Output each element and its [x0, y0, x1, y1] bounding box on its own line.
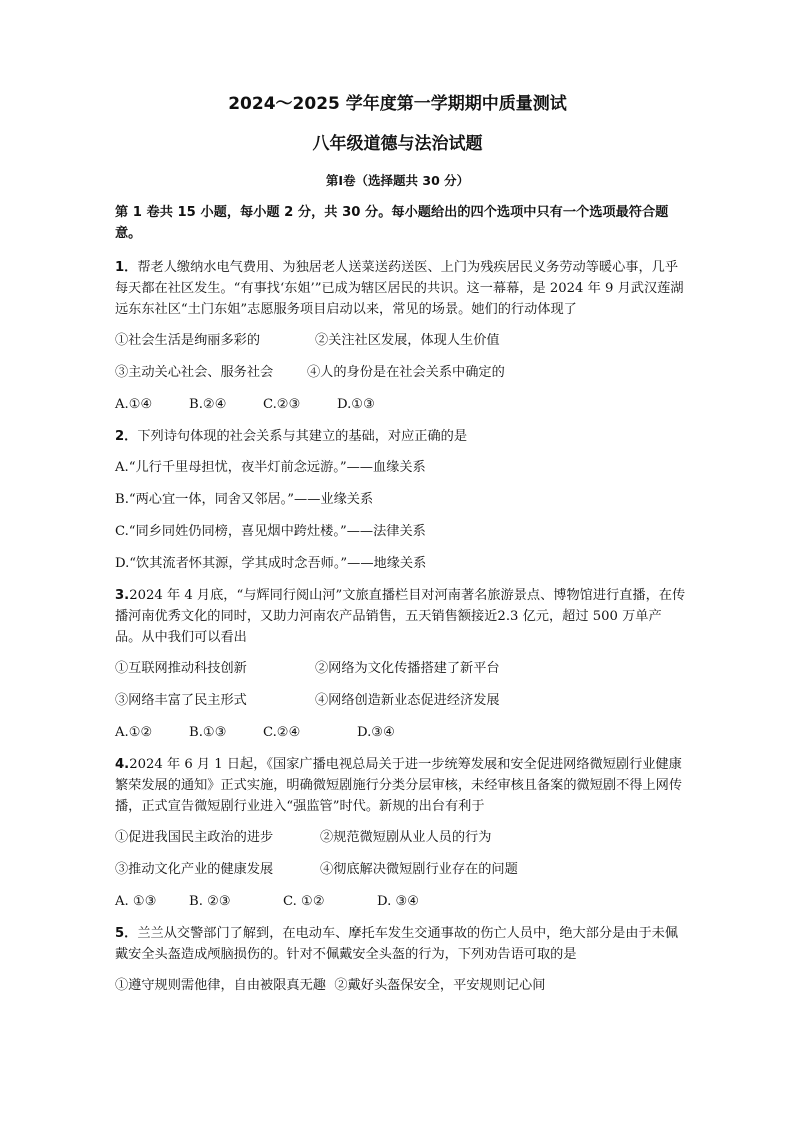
- option-item: ①互联网推动科技创新: [115, 661, 247, 676]
- question-number: 5．: [115, 926, 138, 941]
- option-row: [115, 859, 687, 881]
- question-text: 2024 年 4 月底，“与辉同行阅山河”文旅直播栏目对河南著名旅游景点、博物馆进行直播，在传播河南优秀文化的同时，又助力河南农产品销售，五天销售额接近2.3 亿元，超过 500 万单产品。从中我们可以看出: [115, 588, 686, 645]
- instructions: 第 1 卷共 15 小题，每小题 2 分，共 30 分。每小题给出的四个选项中只有一个选项最符合题意。: [115, 205, 669, 241]
- option-item: ②规范微短剧从业人员的行为: [320, 830, 492, 845]
- question-number: 2．: [115, 429, 138, 444]
- choice-a: A.“儿行千里母担忧，夜半灯前念远游。”——血缘关系: [115, 460, 426, 475]
- option-item: ③网络丰富了民主形式: [115, 693, 247, 708]
- question-stem: [115, 754, 687, 817]
- question-2: [115, 426, 687, 575]
- question-4: [115, 754, 687, 913]
- option-row: [115, 975, 687, 997]
- section-heading: 第Ⅰ卷（选择题共 30 分）: [325, 173, 470, 188]
- question-3: [115, 585, 687, 744]
- answer-choice: D. ③④: [377, 894, 420, 909]
- question-number: 4.: [115, 757, 130, 772]
- option-row: [115, 827, 687, 849]
- answer-row: [115, 891, 687, 913]
- answer-choice: A.①④: [115, 397, 153, 412]
- answer-row: [115, 722, 687, 744]
- option-item: ①社会生活是绚丽多彩的: [115, 333, 261, 348]
- option-row: [115, 362, 687, 384]
- question-5: [115, 923, 687, 997]
- choice-d: D.“饮其流者怀其源，学其成时念吾师。”——地缘关系: [115, 556, 427, 571]
- answer-choice: B. ②③: [189, 894, 231, 909]
- answer-choice: B.②④: [189, 397, 227, 412]
- answer-choice: D.③④: [357, 725, 395, 740]
- question-stem: [115, 585, 687, 648]
- question-stem: [115, 257, 687, 320]
- answer-choice: A. ①③: [115, 894, 157, 909]
- question-text: 2024 年 6 月 1 日起，《国家广播电视总局关于进一步统筹发展和安全促进网络微短剧行业健康繁荣发展的通知》正式实施，明确微短剧施行分类分层审核，未经审核且备案的微短剧不得上网传播，正式宣告微短剧行业进入“强监管”时代。新规的出台有利于: [115, 757, 683, 814]
- exam-content: [115, 202, 687, 1007]
- answer-row: [115, 394, 687, 416]
- option-item: ④人的身份是在社会关系中确定的: [307, 365, 505, 380]
- option-item: ②戴好头盔保安全，平安规则记心间: [334, 978, 546, 993]
- question-stem: [115, 923, 687, 965]
- exam-subtitle: 八年级道德与法治试题: [312, 134, 483, 154]
- choice-b: B.“两心宜一体，同舍又邻居。”——业缘关系: [115, 492, 374, 507]
- exam-title: 2024～2025 学年度第一学期期中质量测试: [228, 94, 567, 114]
- option-item: ①遵守规则需他律，自由被限真无趣: [115, 978, 326, 993]
- answer-choice: C.②③: [263, 397, 301, 412]
- option-row: [115, 690, 687, 712]
- option-item: ④彻底解决微短剧行业存在的问题: [320, 862, 518, 877]
- option-item: ②网络为文化传播搭建了新平台: [315, 661, 500, 676]
- answer-choice: C. ①②: [283, 894, 325, 909]
- question-number: 3.: [115, 588, 130, 603]
- answer-choice: B.①③: [189, 725, 227, 740]
- answer-choice: C.②④: [263, 725, 301, 740]
- question-text: 帮老人缴纳水电气费用、为独居老人送菜送药送医、上门为残疾居民义务劳动等暖心事，几乎每天都在社区发生。“有事找‘东姐’”已成为辖区居民的共识。这一幕幕，是 2024 年 9 月武汉莲湖远东东社区“土门东姐”志愿服务项目启动以来，常见的场景。她们的行动体现了: [115, 260, 684, 317]
- option-item: ②关注社区发展，体现人生价值: [315, 333, 500, 348]
- question-text: 兰兰从交警部门了解到，在电动车、摩托车发生交通事故的伤亡人员中，绝大部分是由于未佩戴安全头盔造成颅脑损伤的。针对不佩戴安全头盔的行为，下列劝告语可取的是: [115, 926, 679, 962]
- question-stem: [115, 426, 687, 447]
- answer-choice: A.①②: [115, 725, 153, 740]
- option-item: ①促进我国民主政治的进步: [115, 830, 274, 845]
- choice-c: C.“同乡同姓仍同榜，喜见烟中跨灶楼。”——法律关系: [115, 524, 426, 539]
- option-item: ④网络创造新业态促进经济发展: [315, 693, 500, 708]
- answer-choice: D.①③: [337, 397, 375, 412]
- question-text: 下列诗句体现的社会关系与其建立的基础，对应正确的是: [137, 429, 468, 444]
- option-item: ③推动文化产业的健康发展: [115, 862, 274, 877]
- option-item: ③主动关心社会、服务社会: [115, 365, 274, 380]
- question-1: [115, 257, 687, 416]
- option-row: [115, 658, 687, 680]
- question-number: 1．: [115, 260, 138, 275]
- option-row: [115, 330, 687, 352]
